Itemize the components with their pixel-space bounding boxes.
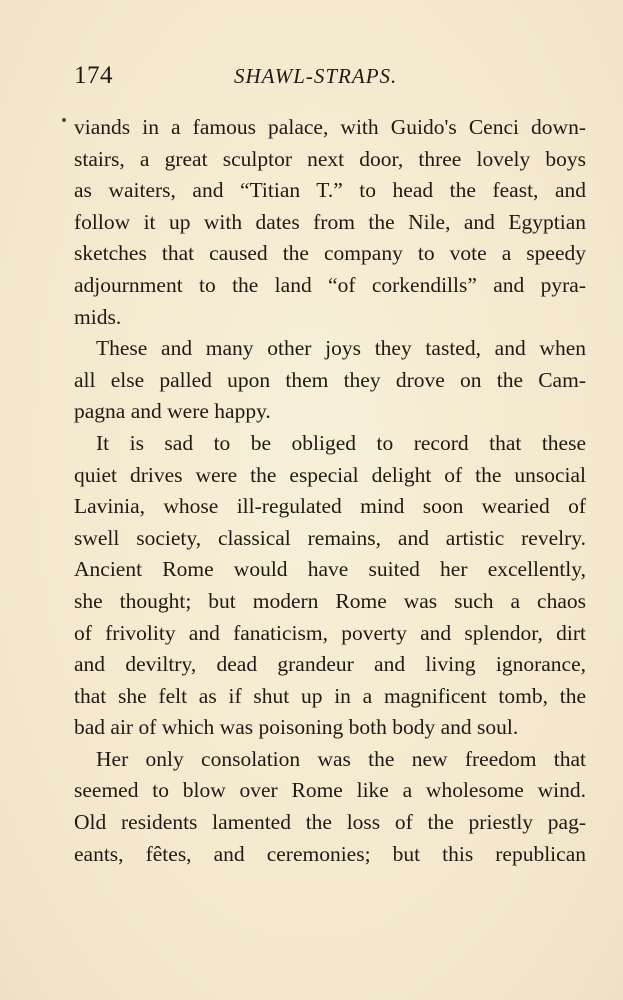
text-line: mids. <box>74 304 122 329</box>
text-line: she thought; but modern Rome was such a chaos <box>74 588 586 613</box>
text-line: pagna and were happy. <box>74 399 271 424</box>
text-line: seemed to blow over Rome like a wholesome wind. <box>74 778 586 803</box>
text-line: These and many other joys they tasted, and when <box>96 336 586 361</box>
text-line: Old residents lamented the loss of the priestly pag- <box>74 810 586 835</box>
text-line: as waiters, and “Titian T.” to head the feast, and <box>74 178 586 203</box>
text-line: adjournment to the land “of corkendills” and pyra- <box>74 272 586 297</box>
text-line: all else palled upon them they drove on the Cam- <box>74 367 586 392</box>
text-line: that she felt as if shut up in a magnificent tomb, the <box>74 683 586 708</box>
text-line: bad air of which was poisoning both body and soul. <box>74 715 519 740</box>
text-line: quiet drives were the especial delight of the unsocial <box>74 462 586 487</box>
text-line: eants, fêtes, and ceremonies; but this republican <box>74 841 586 866</box>
text-line: sketches that caused the company to vote a speedy <box>74 241 586 266</box>
running-head <box>74 62 584 92</box>
text-line: Ancient Rome would have suited her excellently, <box>74 557 586 582</box>
text-line: swell society, classical remains, and artistic revelry. <box>74 525 586 550</box>
text-line: viands in a famous palace, with Guido's Cenci down- <box>74 115 586 139</box>
page-number: 174 <box>74 62 113 89</box>
text-line: Her only consolation was the new freedom that <box>96 746 586 771</box>
text-line: Lavinia, whose ill-regulated mind soon wearied of <box>74 494 586 519</box>
body-text <box>74 112 586 870</box>
text-line: of frivolity and fanaticism, poverty and splendor, dirt <box>74 620 586 645</box>
text-line: stairs, a great sculptor next door, three lovely boys <box>74 146 586 171</box>
text-line: and deviltry, dead grandeur and living ignorance, <box>74 652 586 677</box>
text-line: It is sad to be obliged to record that these <box>96 430 586 455</box>
text-line: follow it up with dates from the Nile, and Egyptian <box>74 209 586 234</box>
ink-blot <box>62 118 66 122</box>
running-title: SHAWL-STRAPS. <box>234 64 398 88</box>
